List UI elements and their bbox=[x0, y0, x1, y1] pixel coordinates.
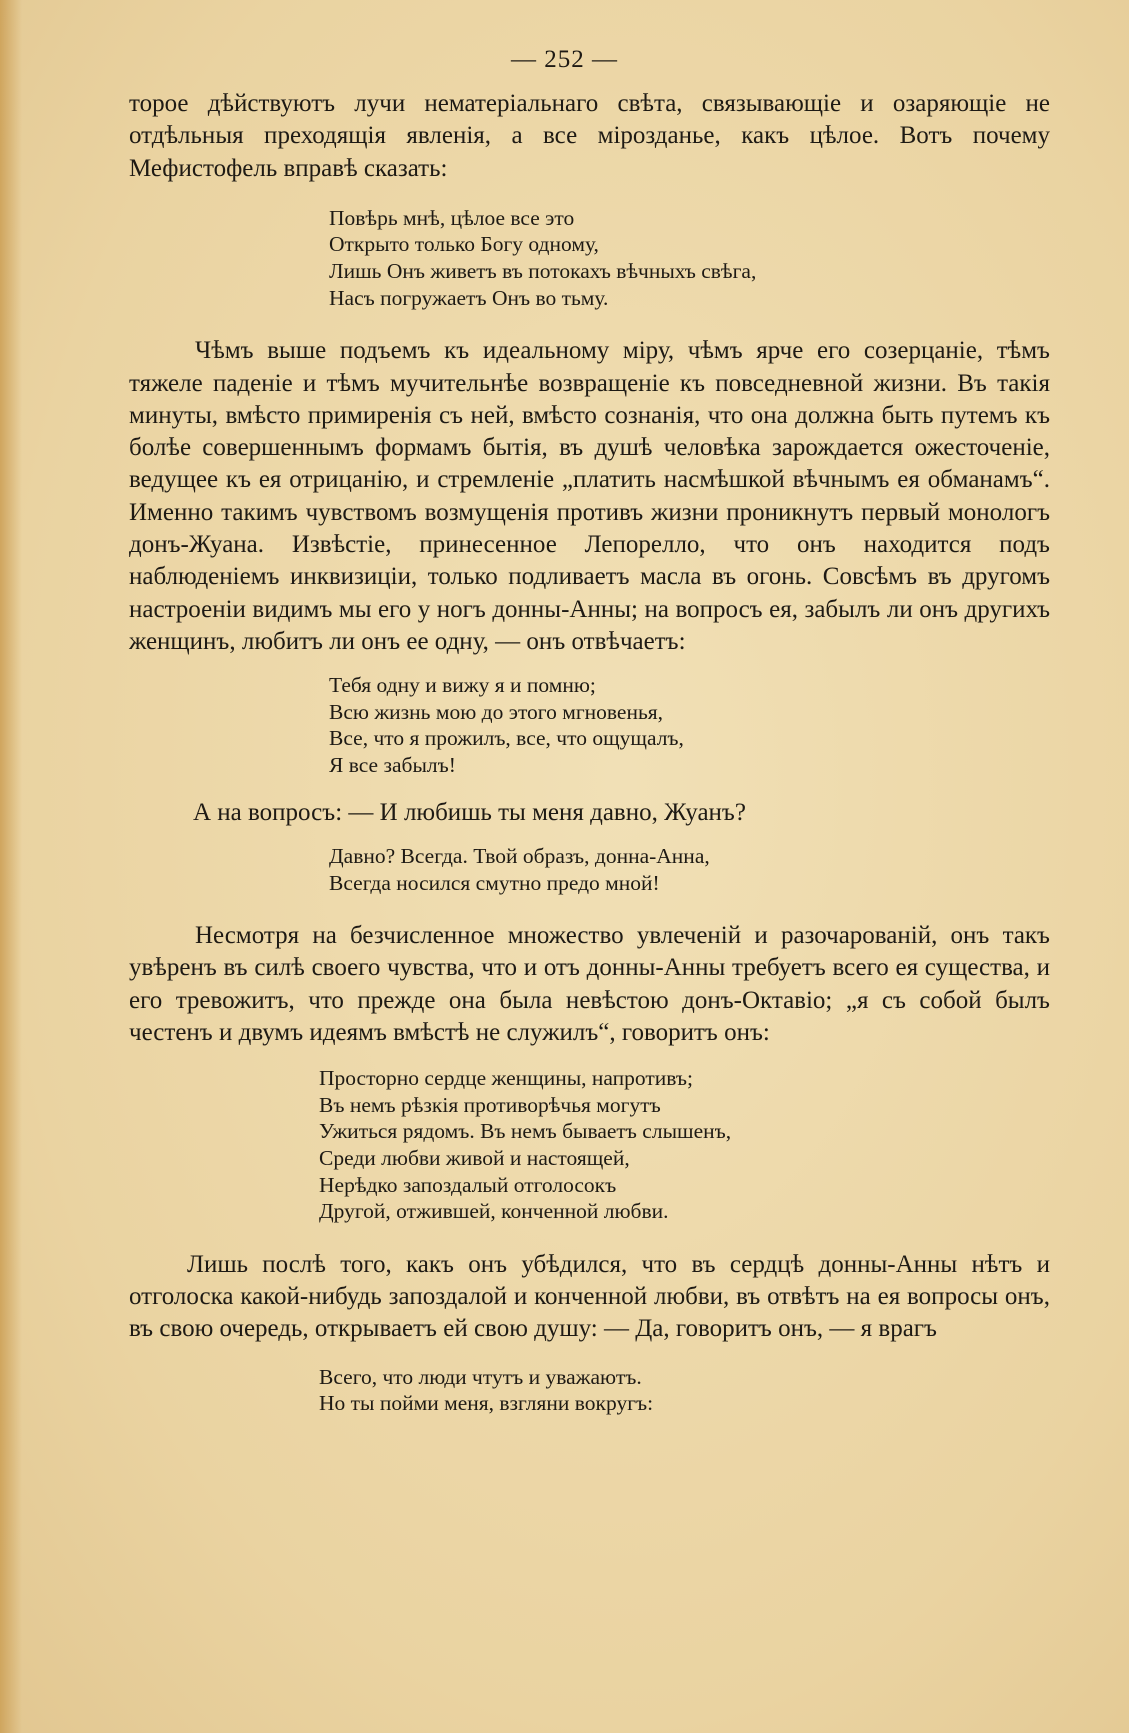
verse-line: Среди любви живой и настоящей, bbox=[319, 1146, 630, 1171]
verse-block bbox=[329, 843, 1050, 896]
paragraph: торое дѣйствуютъ лучи нематеріальнаго свѣта, связывающіе и озаряющіе не отдѣльныя преходящія явленія, а все мірозданье, какъ цѣлое. Вотъ почему Мефистофель вправѣ сказать: bbox=[129, 90, 1050, 182]
verse-block bbox=[319, 1364, 1050, 1417]
verse-line: Ужиться рядомъ. Въ немъ бываетъ слышенъ, bbox=[319, 1119, 732, 1144]
verse-block bbox=[319, 1065, 1050, 1225]
verse-line: Но ты пойми меня, взгляни вокругъ: bbox=[319, 1391, 654, 1416]
verse-line: Нерѣдко запоздалый отголосокъ bbox=[319, 1172, 617, 1197]
verse-line: Открыто только Богу одному, bbox=[329, 232, 599, 257]
verse-line: Другой, отжившей, конченной любви. bbox=[319, 1199, 669, 1224]
verse-line: Я все забылъ! bbox=[329, 753, 456, 778]
verse-line: Тебя одну и вижу я и помню; bbox=[329, 673, 596, 698]
verse-line: Давно? Всегда. Твой образъ, донна-Анна, bbox=[329, 843, 710, 868]
paragraph: Лишь послѣ того, какъ онъ убѣдился, что въ сердцѣ донны-Анны нѣтъ и отголоска какой-нибудь запоздалой и конченной любви, въ отвѣтъ на ея вопросы онъ, въ свою очередь, открываетъ ей свою душу: — Да, говоритъ онъ, — я врагъ bbox=[129, 1250, 1050, 1343]
verse-line: Лишь Онъ живетъ въ потокахъ вѣчныхъ свѣга, bbox=[329, 259, 757, 284]
paragraph: Несмотря на безчисленное множество увлеченій и разочарованій, онъ такъ увѣренъ въ силѣ своего чувства, что и отъ донны-Анны требуетъ всего ея существа, и его тревожитъ, что прежде она была невѣстою донъ-Октавіо; „я съ собой былъ честенъ и двумъ идеямъ вмѣстѣ не служилъ“, говоритъ онъ: bbox=[129, 922, 1050, 1046]
verse-line: Въ немъ рѣзкія противорѣчья могутъ bbox=[319, 1092, 661, 1117]
paragraph: А на вопросъ: — И любишь ты меня давно, Жуанъ? bbox=[193, 798, 746, 826]
verse-block bbox=[329, 205, 1050, 311]
verse-line: Все, что я прожилъ, все, что ощущалъ, bbox=[329, 726, 684, 751]
verse-line: Всего, что люди чтутъ и уважаютъ. bbox=[319, 1364, 642, 1389]
verse-block bbox=[329, 672, 1050, 778]
verse-line: Повѣрь мнѣ, цѣлое все это bbox=[329, 205, 575, 230]
verse-line: Всегда носился смутно предо мной! bbox=[329, 870, 660, 895]
verse-line: Насъ погружаетъ Онъ во тьму. bbox=[329, 285, 609, 310]
page-number: — 252 — bbox=[511, 46, 618, 73]
page-body bbox=[129, 88, 1050, 1417]
verse-line: Просторно сердце женщины, напротивъ; bbox=[319, 1066, 694, 1091]
verse-line: Всю жизнь мою до этого мгновенья, bbox=[329, 699, 664, 724]
paragraph: Чѣмъ выше подъемъ къ идеальному міру, чѣмъ ярче его созерцаніе, тѣмъ тяжеле паденіе и тѣмъ мучительнѣе возвращеніе къ повседневной жизни. Въ такія минуты, вмѣсто примиренія съ ней, вмѣсто сознанія, что она должна быть путемъ къ болѣе совершеннымъ формамъ бытія, въ душѣ человѣка зарождается ожесточеніе, ведущее къ ея отрицанію, и стремленіе „платить насмѣшкой вѣчнымъ ея обманамъ“. Именно такимъ чувствомъ возмущенія противъ жизни проникнутъ первый монологъ донъ-Жуана. Извѣстіе, принесенное Лепорелло, что онъ находится подъ наблюденіемъ инквизиціи, только подливаетъ масла въ огонь. Совсѣмъ въ другомъ настроеніи видимъ мы его у ногъ донны-Анны; на вопросъ ея, забылъ ли онъ другихъ женщинъ, любитъ ли онъ ее одну, — онъ отвѣчаетъ: bbox=[129, 337, 1050, 655]
